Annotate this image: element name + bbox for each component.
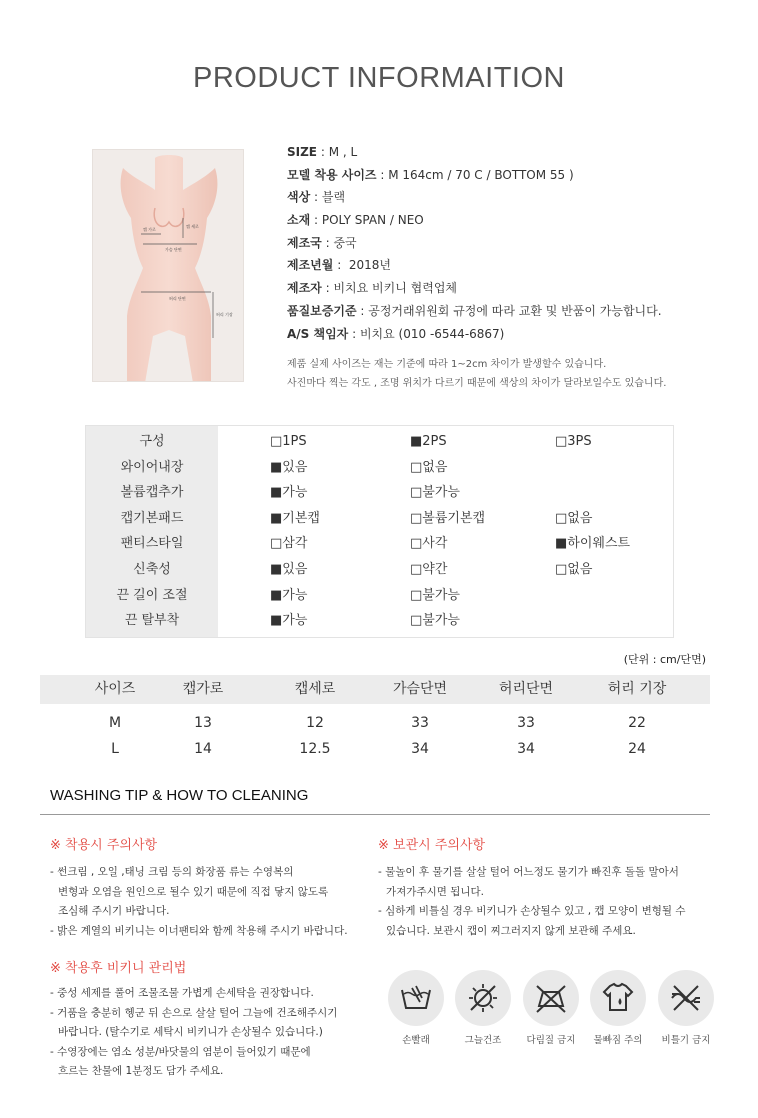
size-cell: 33 xyxy=(411,715,429,731)
washing-title: WASHING TIP & HOW TO CLEANING xyxy=(50,787,309,804)
icon-label: 손빨래 xyxy=(402,1035,430,1046)
option-choice: □사각 xyxy=(410,536,448,552)
info-separator: : xyxy=(376,167,389,182)
size-cell: 34 xyxy=(517,741,535,757)
icon-label: 그늘건조 xyxy=(464,1035,502,1046)
option-choice: □약간 xyxy=(410,562,448,577)
option-row xyxy=(86,557,675,583)
care-line: - 거품을 충분히 헹군 뒤 손으로 살살 털어 그늘에 건조해주시기 xyxy=(50,1006,338,1019)
info-key: 제조국 xyxy=(287,235,322,250)
size-header-cell: 캡세로 xyxy=(294,681,336,697)
care-line: - 수영장에는 염소 성분/바닷물의 염분이 들어있기 때문에 xyxy=(50,1045,311,1058)
option-row xyxy=(86,480,675,506)
wear-line: 조심해 주시기 바랍니다. xyxy=(58,905,170,917)
size-cell: 12 xyxy=(306,715,324,731)
svg-text:가슴 단면: 가슴 단면 xyxy=(165,247,182,252)
storage-line: 가져가주시면 됩니다. xyxy=(386,885,484,898)
wear-line: 변형과 오염을 원인으로 될수 있기 때문에 직접 닿지 않도록 xyxy=(58,885,329,898)
info-value: 공정거래위원회 규정에 따라 교환 및 반품이 가능합니다. xyxy=(368,303,662,318)
size-cell: M xyxy=(108,715,122,731)
care-icons xyxy=(378,964,726,1060)
info-value: 2018년 xyxy=(348,258,392,273)
info-row xyxy=(287,254,707,277)
option-choice: □없음 xyxy=(555,510,593,526)
storage-line: - 물놀이 후 물기를 살살 털어 어느정도 물기가 빠진후 돌돌 말아서 xyxy=(378,866,679,878)
wear-line: - 밝은 계열의 비키니는 이너팬티와 함께 착용해 주시기 바랍니다. xyxy=(50,924,348,937)
storage-line: - 심하게 비틀실 경우 비키니가 손상될수 있고 , 캡 모양이 변형될 수 xyxy=(378,905,686,917)
option-label: 신축성 xyxy=(133,562,171,577)
option-label: 캡기본패드 xyxy=(120,510,184,526)
product-info-list xyxy=(287,141,707,345)
option-label: 팬티스타일 xyxy=(120,536,184,552)
option-choice: □볼륨기본캡 xyxy=(410,510,486,526)
info-separator: : xyxy=(333,258,349,273)
size-cell: 22 xyxy=(628,715,646,731)
info-row xyxy=(287,209,707,232)
info-row xyxy=(287,277,707,300)
no-wring-icon xyxy=(658,970,714,1026)
info-key: 제조자 xyxy=(287,281,322,296)
option-row xyxy=(86,583,675,609)
info-separator: : xyxy=(310,213,322,228)
size-row xyxy=(40,737,710,761)
option-row xyxy=(86,531,675,557)
info-value: M , L xyxy=(328,145,358,159)
option-choice: □3PS xyxy=(555,434,592,449)
size-header-cell: 캡가로 xyxy=(182,681,224,697)
icon-label: 다림질 금지 xyxy=(526,1035,576,1046)
mannequin-image xyxy=(92,149,244,382)
option-choice: □불가능 xyxy=(410,587,460,603)
storage-caution-title: ※ 보관시 주의사항 xyxy=(378,838,486,853)
option-label: 구성 xyxy=(139,434,165,449)
page-title: PRODUCT INFORMAITION xyxy=(193,62,565,94)
info-row xyxy=(287,323,707,346)
info-separator: : xyxy=(310,190,322,205)
size-cell: L xyxy=(111,741,119,757)
hand-wash-icon xyxy=(388,970,444,1026)
option-label: 와이어내장 xyxy=(120,459,184,475)
size-header-cell: 사이즈 xyxy=(94,681,136,697)
info-key: 색상 xyxy=(287,190,311,205)
info-row xyxy=(287,186,707,209)
shade-dry-icon xyxy=(455,970,511,1026)
info-separator: : xyxy=(321,235,334,250)
info-key: 모델 착용 사이즈 xyxy=(287,167,377,182)
info-separator: : xyxy=(348,326,360,341)
option-label: 끈 길이 조절 xyxy=(116,587,188,603)
color-note: 사진마다 찍는 각도 , 조명 위치가 다르기 때문에 색상의 차이가 달라보일수도 있습니다. xyxy=(287,378,667,389)
info-separator: : xyxy=(356,303,369,318)
size-cell: 13 xyxy=(194,715,212,731)
size-cell: 14 xyxy=(194,741,212,757)
svg-text:캡 가로: 캡 가로 xyxy=(143,227,156,232)
option-row xyxy=(86,608,675,634)
info-value: POLY SPAN / NEO xyxy=(321,213,424,228)
option-choice: □삼각 xyxy=(270,536,308,552)
info-value: M 164cm / 70 C / BOTTOM 55 ) xyxy=(388,167,574,182)
info-value: 중국 xyxy=(333,235,357,250)
care-line: 바랍니다. (탈수기로 세탁시 비키니가 손상될수 있습니다.) xyxy=(58,1026,323,1038)
svg-text:캡 세로: 캡 세로 xyxy=(186,224,199,229)
storage-line: 있습니다. 보관시 캡이 찌그러지지 않게 보관해 주세요. xyxy=(386,924,636,937)
info-key: SIZE xyxy=(287,145,318,159)
option-row xyxy=(86,455,675,481)
option-choice: □불가능 xyxy=(410,613,460,629)
info-row xyxy=(287,164,707,187)
info-separator: : xyxy=(321,281,334,296)
size-cell: 33 xyxy=(517,715,535,731)
info-key: 제조년월 xyxy=(287,258,334,273)
option-row xyxy=(86,506,675,532)
care-line: 흐르는 찬물에 1분정도 담가 주세요. xyxy=(58,1065,224,1077)
svg-text:허리 기장: 허리 기장 xyxy=(216,312,233,317)
size-header-cell: 허리 기장 xyxy=(607,681,667,697)
option-choice: □없음 xyxy=(410,459,448,475)
option-row xyxy=(86,429,675,455)
care-line: - 중성 세제를 풀어 조물조물 가볍게 손세탁을 권장합니다. xyxy=(50,987,314,999)
info-key: 소재 xyxy=(287,213,311,228)
wear-caution-title: ※ 착용시 주의사항 xyxy=(50,838,158,853)
size-cell: 12.5 xyxy=(299,741,331,757)
option-choice: ■2PS xyxy=(410,434,447,449)
option-choice: ■가능 xyxy=(270,485,308,501)
info-row xyxy=(287,300,707,323)
option-choice: ■있음 xyxy=(270,562,308,577)
icon-label: 비틀기 금지 xyxy=(661,1035,711,1046)
info-row xyxy=(287,232,707,255)
size-table-header xyxy=(40,675,710,704)
color-bleed-icon xyxy=(590,970,646,1026)
icon-label: 물빠짐 주의 xyxy=(593,1035,643,1046)
options-table xyxy=(85,425,674,638)
option-choice: ■있음 xyxy=(270,459,308,475)
option-choice: □1PS xyxy=(270,434,307,449)
option-choice: ■가능 xyxy=(270,613,308,629)
info-row xyxy=(287,141,707,164)
option-label: 볼륨캡추가 xyxy=(120,485,184,501)
option-label: 끈 탈부착 xyxy=(124,613,180,629)
size-cell: 34 xyxy=(411,741,429,757)
info-value: 블랙 xyxy=(321,190,346,205)
divider xyxy=(40,814,710,815)
no-iron-icon xyxy=(523,970,579,1026)
option-choice: ■가능 xyxy=(270,587,308,603)
option-choice: □불가능 xyxy=(410,485,460,501)
info-value: 비치요 (010 -6544-6867) xyxy=(359,326,505,341)
wear-line: - 썬크림 , 오일 ,태닝 크림 등의 화장품 류는 수영복의 xyxy=(50,866,294,878)
info-key: 품질보증기준 xyxy=(287,303,357,318)
size-row xyxy=(40,711,710,735)
size-note: 제품 실제 사이즈는 재는 기준에 따라 1~2cm 차이가 발생할수 있습니다. xyxy=(287,359,607,370)
info-key: A/S 책임자 xyxy=(287,326,349,341)
size-header-cell: 가슴단면 xyxy=(392,681,448,697)
option-choice: ■기본캡 xyxy=(270,510,320,526)
option-choice: □없음 xyxy=(555,562,593,577)
info-value: 비치요 비키니 협력업체 xyxy=(333,281,458,296)
option-choice: ■하이웨스트 xyxy=(555,536,631,552)
size-cell: 24 xyxy=(628,741,646,757)
size-header-cell: 허리단면 xyxy=(498,681,554,697)
svg-text:허리 단면: 허리 단면 xyxy=(169,296,186,301)
care-title: ※ 착용후 비키니 관리법 xyxy=(50,961,187,976)
unit-label: (단위 : cm/단면) xyxy=(623,653,706,666)
info-separator: : xyxy=(317,145,329,159)
